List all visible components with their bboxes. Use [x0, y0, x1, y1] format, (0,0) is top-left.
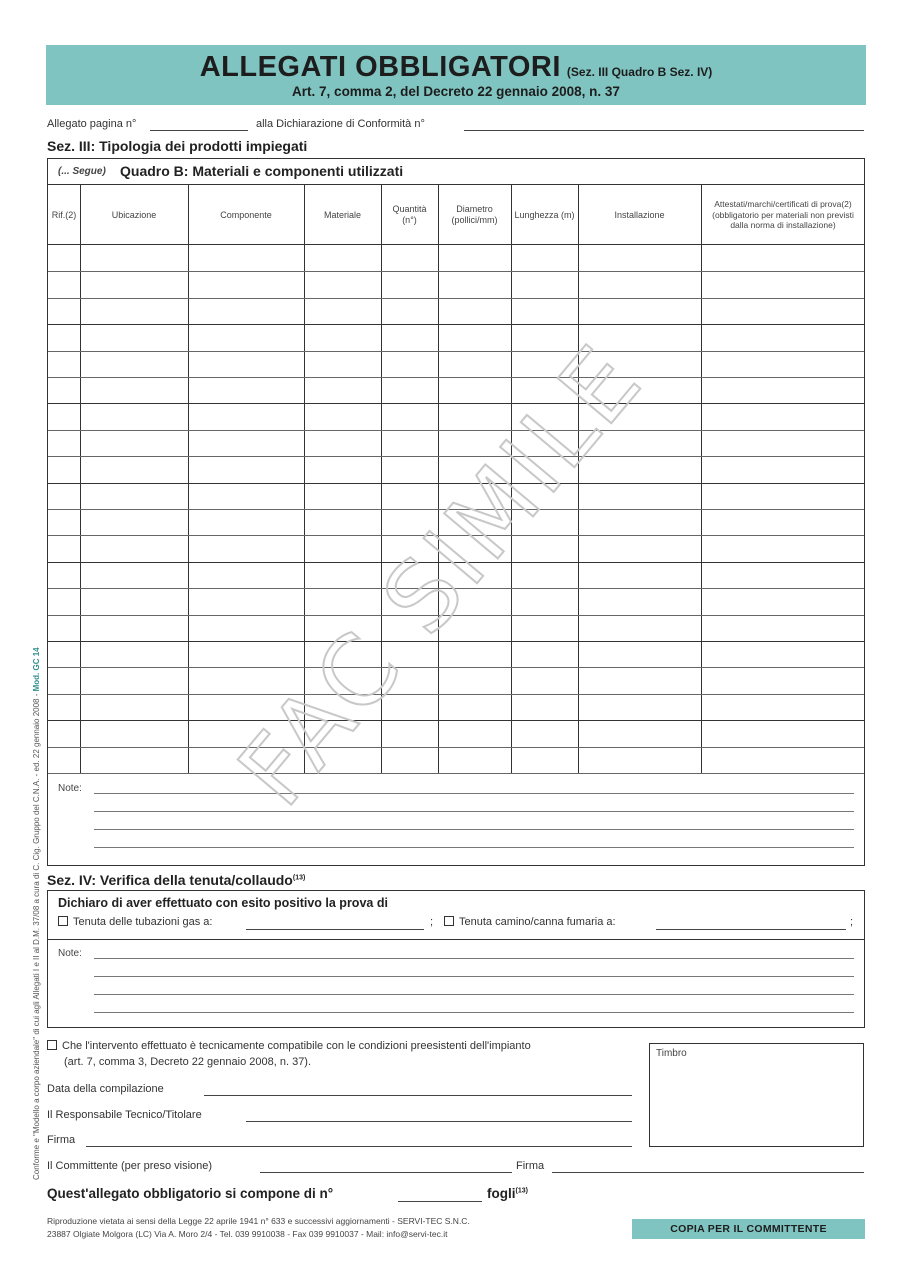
col-divider: [578, 185, 579, 773]
table-row-divider: [48, 588, 864, 589]
column-header-diametro: Diametro (pollici/mm): [451, 204, 498, 225]
side-legal-text: [32, 240, 41, 1180]
table-row-divider: [48, 694, 864, 695]
col-divider: [381, 185, 382, 773]
table-row-divider: [48, 720, 864, 721]
sez4-notes-line[interactable]: [94, 994, 854, 995]
sez4-notes-line[interactable]: [94, 958, 854, 959]
table-row-divider: [48, 403, 864, 404]
firma-field[interactable]: [86, 1146, 632, 1147]
table-row-divider: [48, 298, 864, 299]
table-row-divider: [48, 509, 864, 510]
table-row-divider: [48, 667, 864, 668]
fogli-label: fogli: [487, 1186, 516, 1201]
firma-committente-field[interactable]: [552, 1172, 864, 1173]
footer-line2: 23887 Olgiate Molgora (LC) Via A. Moro 2/4 - Tel. 039 9910038 - Fax 039 9910037 - Mail: info@servi-tec.it: [47, 1229, 448, 1239]
compat-line2: (art. 7, comma 3, Decreto 22 gennaio 2008, n. 37).: [64, 1056, 312, 1068]
data-compilazione-field[interactable]: [204, 1095, 632, 1096]
table-header-row: [48, 185, 864, 245]
sez3-title: Sez. III: Tipologia dei prodotti impiegati: [47, 138, 308, 154]
sez4-notes-label: Note:: [58, 948, 82, 959]
tenuta-gas-field[interactable]: [246, 929, 424, 930]
compat-option[interactable]: [47, 1040, 531, 1052]
col-divider: [438, 185, 439, 773]
dichiarazione-label: alla Dichiarazione di Conformità n°: [256, 118, 425, 130]
committente-label: Il Committente (per preso visione): [47, 1160, 213, 1172]
dichiarazione-number-field[interactable]: [464, 130, 864, 131]
table-row-divider: [48, 430, 864, 431]
compat-line1: Che l'intervento effettuato è tecnicamente compatibile con le condizioni preesistenti dell'impianto: [62, 1040, 531, 1052]
sez4-divider: [48, 939, 864, 940]
table-row-divider: [48, 324, 864, 325]
sez4-box: [47, 890, 865, 1028]
sez3-notes-line[interactable]: [94, 811, 854, 812]
column-header-quantita: Quantità (n°): [392, 204, 427, 225]
tenuta-gas-label: Tenuta delle tubazioni gas a:: [73, 916, 213, 928]
col-divider: [80, 185, 81, 773]
sez4-notes-line[interactable]: [94, 976, 854, 977]
col-divider: [701, 185, 702, 773]
separator-comma: ;: [430, 916, 434, 928]
column-header-materiale: Materiale: [323, 209, 361, 220]
column-header-componente: Componente: [220, 209, 272, 220]
sez3-notes-line[interactable]: [94, 793, 854, 794]
sez3-notes-line[interactable]: [94, 829, 854, 830]
table-row-divider: [48, 747, 864, 748]
fac-simile-watermark: FAC SIMILE: [217, 323, 665, 827]
firma-label: Firma: [47, 1134, 76, 1146]
page-title-ref: (Sez. III Quadro B Sez. IV): [566, 65, 713, 79]
table-row-divider: [48, 271, 864, 272]
tenuta-camino-option[interactable]: [444, 916, 616, 928]
fogli-count-field[interactable]: [398, 1201, 482, 1202]
sez3-notes-label: Note:: [58, 783, 82, 794]
header-band: [46, 45, 866, 105]
dichiaro-text: Dichiaro di aver effettuato con esito positivo la prova di: [58, 896, 388, 910]
responsabile-field[interactable]: [246, 1121, 632, 1122]
allegato-number-field[interactable]: [150, 130, 248, 131]
timbro-label: Timbro: [656, 1048, 687, 1059]
allegato-label: Allegato pagina n°: [47, 118, 137, 130]
sez4-notes-line[interactable]: [94, 1012, 854, 1013]
column-header-rif: Rif.(2): [51, 209, 77, 220]
tenuta-camino-field[interactable]: [656, 929, 846, 930]
page-title: ALLEGATI OBBLIGATORI: [199, 51, 561, 83]
table-row-divider: [48, 535, 864, 536]
compat-checkbox[interactable]: [47, 1040, 57, 1050]
sez4-title-note: (13): [292, 874, 306, 882]
firma-committente-label: Firma: [516, 1160, 545, 1172]
fogli-note: (13): [515, 1187, 528, 1195]
table-row-divider: [48, 562, 864, 563]
table-row-divider: [48, 641, 864, 642]
data-compilazione-label: Data della compilazione: [47, 1083, 164, 1095]
sez4-title-row: [47, 872, 305, 888]
timbro-box[interactable]: [649, 1043, 864, 1147]
tenuta-gas-option[interactable]: [58, 916, 212, 928]
materials-table: [48, 185, 864, 773]
column-header-installazione: Installazione: [614, 209, 665, 220]
table-row-divider: [48, 456, 864, 457]
column-header-attestati: Attestati/marchi/certificati di prova(2) (obbligatorio per materiali non previsti dalla norma di installazione): [712, 199, 854, 231]
composto-text: Quest'allegato obbligatorio si compone di n°: [47, 1186, 334, 1201]
copia-committente-badge: COPIA PER IL COMMITTENTE: [632, 1219, 865, 1239]
col-divider: [304, 185, 305, 773]
col-divider: [511, 185, 512, 773]
committente-field[interactable]: [260, 1172, 512, 1173]
quadro-b-title: Quadro B: Materiali e componenti utilizzati: [120, 163, 404, 179]
header-title-row: [46, 51, 866, 84]
tenuta-camino-label: Tenuta camino/canna fumaria a:: [459, 916, 616, 928]
page-subtitle: Art. 7, comma 2, del Decreto 22 gennaio 2008, n. 37: [292, 84, 620, 99]
responsabile-label: Il Responsabile Tecnico/Titolare: [47, 1109, 202, 1121]
column-header-lunghezza: Lunghezza (m): [514, 209, 575, 220]
table-row-divider: [48, 377, 864, 378]
segue-label: (... Segue): [58, 166, 106, 177]
footer-line1: Riproduzione vietata ai sensi della Legge 22 aprile 1941 n° 633 e successivi aggiornamenti - SERVI-TEC S.N.C.: [47, 1216, 470, 1226]
column-header-ubicazione: Ubicazione: [111, 209, 157, 220]
tenuta-gas-checkbox[interactable]: [58, 916, 68, 926]
side-model-code: Mod. GC 14: [32, 647, 41, 692]
sez3-notes-line[interactable]: [94, 847, 854, 848]
quadro-b-header: [48, 159, 864, 185]
table-row-divider: [48, 773, 864, 774]
table-row-divider: [48, 483, 864, 484]
side-text-body: Conforme e "Modello a corpo aziendale" di cui agli Allegati I e II al D.M. 37/08 a cura di C. Cig. Gruppo del C.N.A. - ed. 22 gennaio 2008 -: [32, 691, 41, 1180]
col-divider: [188, 185, 189, 773]
fogli-row: [487, 1186, 528, 1201]
tenuta-camino-checkbox[interactable]: [444, 916, 454, 926]
table-row-divider: [48, 615, 864, 616]
separator-end: ;: [850, 916, 854, 928]
table-row-divider: [48, 351, 864, 352]
quadro-b-box: [47, 158, 865, 866]
sez4-title: Sez. IV: Verifica della tenuta/collaudo: [47, 872, 293, 888]
